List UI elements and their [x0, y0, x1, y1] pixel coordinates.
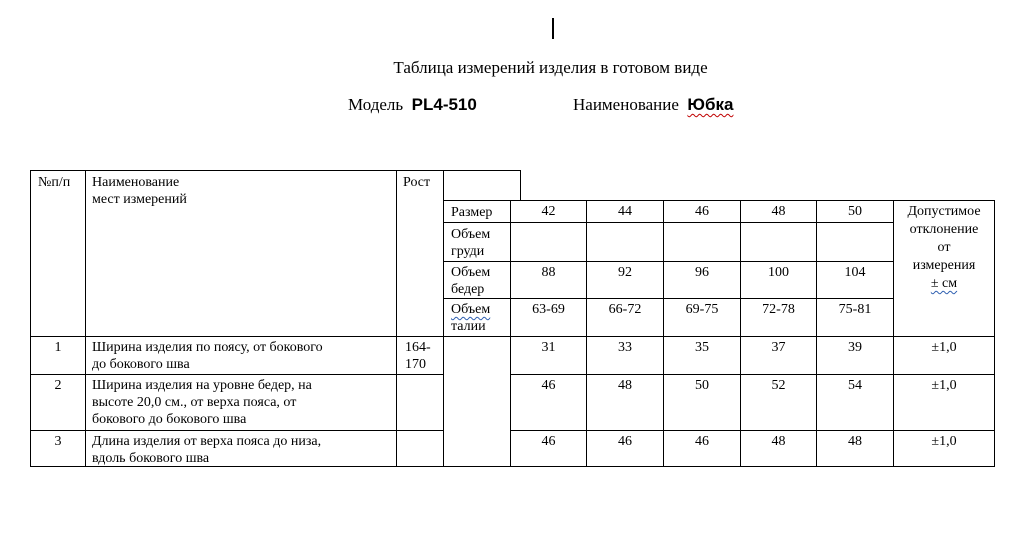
row-value: 48: [618, 378, 632, 393]
row-name-line: Ширина изделия на уровне бедер, на: [92, 378, 312, 393]
row-name-line: вдоль бокового шва: [92, 451, 210, 466]
product-name-label: Наименование: [573, 95, 679, 114]
size-cell: 48: [771, 204, 786, 219]
line-col1-right: [586, 200, 587, 467]
tolerance-header-4: измерения: [912, 258, 976, 273]
model-label: Модель: [348, 95, 404, 114]
size-cell: 44: [618, 204, 632, 219]
row-value: 39: [848, 340, 862, 355]
hips-cell: 88: [541, 265, 556, 280]
line-col2-right: [663, 200, 664, 467]
hips-cell: 92: [618, 265, 632, 280]
size-cell: 50: [848, 204, 862, 219]
waist-cell: 72-78: [762, 302, 795, 317]
row-value: 50: [695, 378, 709, 393]
row-value: 46: [695, 434, 709, 449]
hips-cell: 96: [695, 265, 709, 280]
row-value: 35: [695, 340, 709, 355]
row-name-line: до бокового шва: [92, 357, 190, 372]
hips-label-2: бедер: [451, 282, 485, 297]
tolerance-header-3: от: [937, 240, 951, 255]
text-cursor: [552, 18, 554, 39]
line-corner-right: [520, 170, 521, 201]
chest-label-1: Объем: [451, 227, 491, 242]
header-name-2: мест измерений: [92, 192, 187, 207]
header-num: №п/п: [38, 175, 71, 190]
row-height-line: 164-: [405, 340, 431, 355]
size-cell: 42: [541, 204, 556, 219]
line-col3-right: [740, 200, 741, 467]
line-height-right: [443, 170, 444, 467]
tolerance-header-5: ± см: [930, 276, 958, 291]
waist-cell: 69-75: [685, 302, 719, 317]
line-header-bottom: [30, 336, 995, 337]
row-tolerance: ±1,0: [931, 378, 957, 393]
size-cell: 46: [695, 204, 709, 219]
row-tolerance: ±1,0: [931, 434, 957, 449]
line-num-right: [85, 170, 86, 467]
row-value: 46: [541, 434, 556, 449]
row-value: 54: [848, 378, 862, 393]
product-name-line: [573, 95, 733, 115]
line-top-left: [30, 170, 521, 171]
line-name-right: [396, 170, 397, 467]
tolerance-header-1: Допустимое: [907, 204, 981, 219]
header-height: Рост: [403, 175, 431, 190]
line-label-right: [510, 200, 511, 467]
row-num: 3: [54, 434, 62, 449]
chest-label-2: груди: [451, 244, 485, 259]
row-value: 37: [771, 340, 786, 355]
row-name-line: Длина изделия от верха пояса до низа,: [92, 434, 322, 449]
waist-label-1: Объем: [451, 302, 491, 317]
size-label: Размер: [451, 205, 493, 220]
document-title: Таблица измерений изделия в готовом виде: [393, 58, 708, 77]
row-tolerance: ±1,0: [931, 340, 957, 355]
row-value: 52: [771, 378, 786, 393]
row-name-line: высоте 20,0 см., от верха пояса, от: [92, 395, 297, 410]
model-line: [348, 95, 477, 115]
line-row2-bottom-right: [510, 430, 995, 431]
row-num: 1: [54, 340, 62, 355]
row-value: 46: [618, 434, 632, 449]
line-col4-right: [816, 200, 817, 467]
line-right: [994, 200, 995, 467]
row-value: 46: [541, 378, 556, 393]
line-left: [30, 170, 31, 467]
row-name-line: бокового до бокового шва: [92, 412, 247, 427]
waist-cell: 75-81: [838, 302, 872, 317]
row-value: 33: [618, 340, 632, 355]
waist-label-2: талии: [451, 319, 486, 334]
row-value: 48: [771, 434, 786, 449]
tolerance-header-2: отклонение: [909, 222, 979, 237]
waist-cell: 63-69: [532, 302, 565, 317]
row-num: 2: [54, 378, 62, 393]
hips-cell: 104: [844, 265, 866, 280]
line-row2-bottom-left: [30, 430, 443, 431]
row-name-line: Ширина изделия по поясу, от бокового: [92, 340, 323, 355]
hips-label-1: Объем: [451, 265, 491, 280]
waist-cell: 66-72: [608, 302, 642, 317]
row-value: 31: [541, 340, 556, 355]
line-row1-bottom-left: [30, 374, 443, 375]
line-size-top: [443, 200, 995, 201]
row-height-line: 170: [405, 357, 426, 372]
hips-cell: 100: [768, 265, 789, 280]
line-row1-bottom-right: [510, 374, 995, 375]
row-value: 48: [848, 434, 862, 449]
header-name-1: Наименование: [92, 175, 180, 190]
model-value: PL4-510: [411, 95, 477, 114]
product-name-value: Юбка: [687, 95, 734, 114]
